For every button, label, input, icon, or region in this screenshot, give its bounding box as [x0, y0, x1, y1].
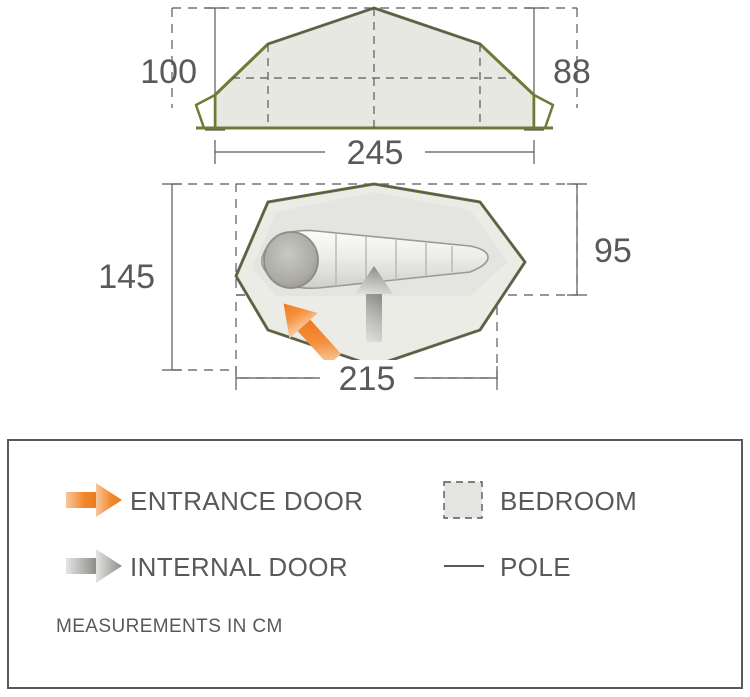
sleeping-bag-hood — [264, 232, 318, 288]
legend-label-bedroom: BEDROOM — [500, 486, 638, 516]
elevation-width-label: 245 — [346, 134, 404, 172]
plan-depth-right-label: 95 — [594, 232, 632, 270]
side-elevation-view — [140, 8, 591, 172]
legend-label-entrance-door: ENTRANCE DOOR — [130, 486, 364, 516]
tent-elevation-shape — [196, 8, 553, 128]
legend-panel — [8, 440, 742, 688]
legend-label-pole: POLE — [500, 552, 571, 582]
legend-label-internal-door: INTERNAL DOOR — [130, 552, 349, 582]
plan-depth-left-label: 145 — [98, 258, 155, 296]
elevation-height-left-label: 100 — [140, 53, 197, 91]
elevation-height-right-label: 88 — [553, 53, 591, 91]
plan-width-label: 215 — [338, 360, 396, 398]
legend-note: MEASUREMENTS IN CM — [56, 616, 283, 637]
dashed-square-icon — [444, 482, 482, 518]
floor-plan-view — [98, 184, 632, 398]
legend-item-bedroom — [444, 482, 637, 518]
